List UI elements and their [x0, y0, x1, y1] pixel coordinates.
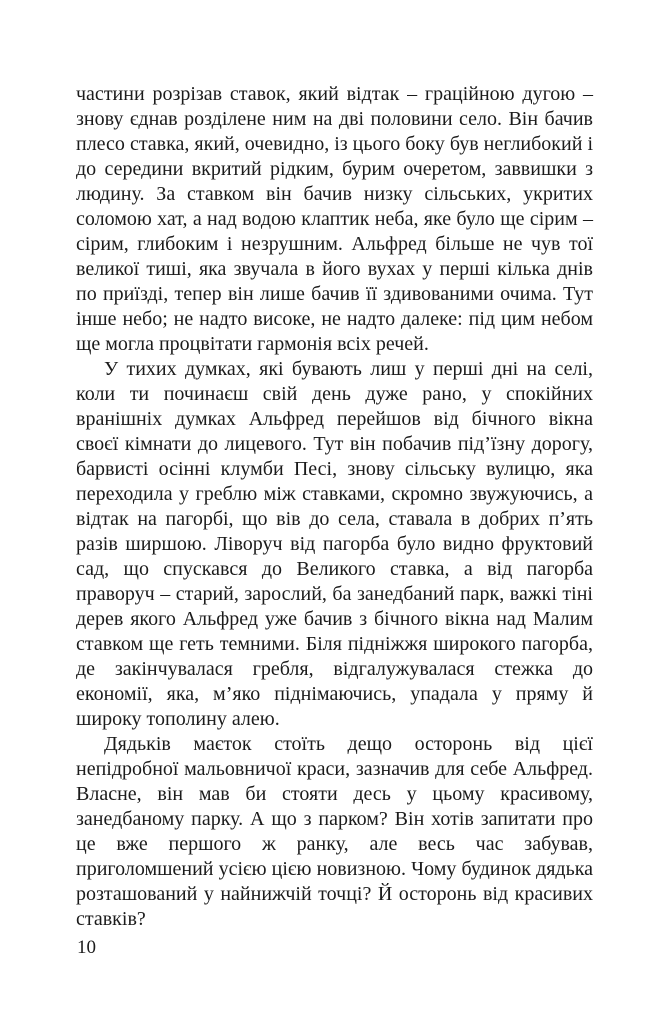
paragraph: Дядьків маєток стоїть дещо осторонь від цієї непідробної мальовничої краси, зазначив для себе Альфред. Власне, він мав би стояти десь у цьому красивому, занедбаному парку. А що з парком? Він хотів запитати про це вже першого ж ранку, але весь час забував, приголомшений усією цією новизною. Чому будинок дядька розташований у найнижчій точці? Й осторонь від красивих ставків? [76, 733, 593, 930]
page-number: 10 [77, 937, 96, 958]
paragraph-continuation: частини розрізав ставок, який відтак – граційною дугою – знову єднав розділене ним на дві половини село. Він бачив плесо ставка, який, очевидно, із цього боку був неглибокий і до середини вкритий рідким, бурим очеретом, заввишки з людину. За ставком він бачив низку сільських, укритих соломою хат, а над водою клаптик неба, яке було ще сірим – сірим, глибоким і незрушним. Альфред більше не чув тої великої тиші, яка звучала в його вухах у перші кілька днів по приїзді, тепер він лише бачив її здивованими очима. Тут інше небо; не надто високе, не надто далеке: під цим небом ще могла процвітати гармонія всіх речей. [76, 83, 593, 355]
page-text [76, 82, 593, 932]
paragraph: У тихих думках, які бувають лиш у перші дні на селі, коли ти починаєш свій день дуже рано, у спокійних вранішніх думках Альфред перейшов від бічного вікна своєї кімнати до лицевого. Тут він побачив під’їзну дорогу, барвисті осінні клумби Песі, знову сільську вулицю, яка переходила у греблю між ставками, скромно звужуючись, а відтак на пагорбі, що вів до села, ставала в добрих п’ять разів ширшою. Ліворуч від пагорба було видно фруктовий сад, що спускався до Великого ставка, а від пагорба праворуч – старий, зарослий, ба занедбаний парк, важкі тіні дерев якого Альфред уже бачив з бічного вікна над Малим ставком ще геть темними. Біля підніжжя широкого пагорба, де закінчувалася гребля, відгалужувалася стежка до економії, яка, м’яко піднімаючись, упадала у пряму й широку тополину алею. [76, 358, 593, 730]
